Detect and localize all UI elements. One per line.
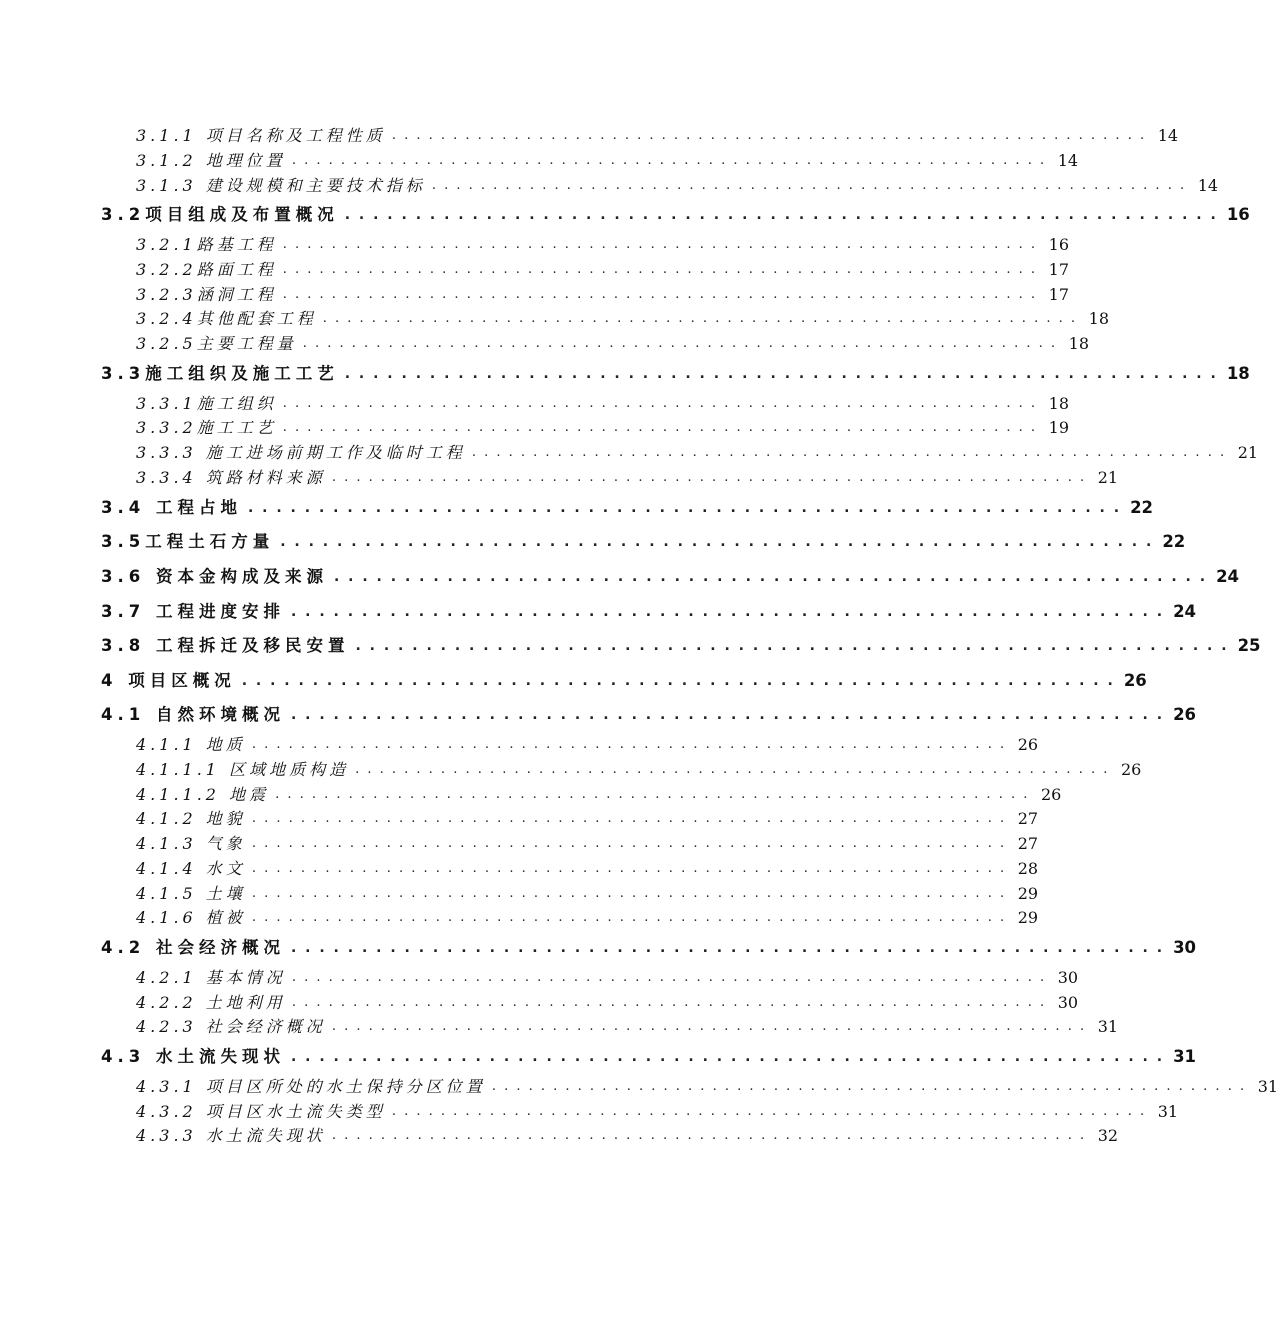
dot-leader: . . . . . . . . . . . . . . . . . . . . . . . . . . . . . . . . . . . . . . . . . . . . . . . . . . . . . . . . . . . . . . xyxy=(471,445,1227,461)
dot-leader: . . . . . . . . . . . . . . . . . . . . . . . . . . . . . . . . . . . . . . . . . . . . . . . . . . . . . . . . . . . . . . xyxy=(391,128,1147,143)
toc-entry-title: 4.1.4 水文 xyxy=(136,858,246,878)
toc-entry-title: 4.1.1.2 地震 xyxy=(136,784,270,804)
toc-entry-title: 3.4 工程占地 xyxy=(101,497,242,517)
toc-page-number: 32 xyxy=(1097,1126,1119,1146)
toc-section-entry[interactable] xyxy=(101,1040,1197,1075)
toc-entry-title: 3.3.2施工工艺 xyxy=(136,418,277,438)
dot-leader: . . . . . . . . . . . . . . . . . . . . . . . . . . . . . . . . . . . . . . . . . . . . . . . . . . . . . . . . . . . . . . xyxy=(322,311,1077,327)
toc-page-number: 18 xyxy=(1088,309,1109,329)
dot-leader: . . . . . . . . . . . . . . . . . . . . . . . . . . . . . . . . . . . . . . . . . . . . . . . . . . . . . . . . . . . . . . xyxy=(282,261,1037,277)
dot-leader: . . . . . . . . . . . . . . . . . . . . . . . . . . . . . . . . . . . . . . . . . . . . . . . . . . . . . . . . . . . . . . xyxy=(431,177,1187,193)
toc-page-number: 26 xyxy=(1173,705,1197,725)
dot-leader: . . . . . . . . . . . . . . . . . . . . . . . . . . . . . . . . . . . . . . . . . . . . . . . . . . . . . . . . . . . . . . xyxy=(290,1049,1165,1066)
dot-leader: . . . . . . . . . . . . . . . . . . . . . . . . . . . . . . . . . . . . . . . . . . . . . . . . . . . . . . . . . . . . . . xyxy=(251,811,1007,827)
toc-page-number: 21 xyxy=(1097,467,1119,487)
toc-page-number: 30 xyxy=(1057,967,1079,987)
toc-subsection-entry[interactable] xyxy=(101,258,1069,283)
toc-page-number: 18 xyxy=(1048,393,1069,413)
dot-leader: . . . . . . . . . . . . . . . . . . . . . . . . . . . . . . . . . . . . . . . . . . . . . . . . . . . . . . . . . . . . . . xyxy=(290,603,1165,620)
dot-leader: . . . . . . . . . . . . . . . . . . . . . . . . . . . . . . . . . . . . . . . . . . . . . . . . . . . . . . . . . . . . . . xyxy=(291,969,1047,985)
toc-section-entry[interactable] xyxy=(101,560,1240,595)
dot-leader: . . . . . . . . . . . . . . . . . . . . . . . . . . . . . . . . . . . . . . . . . . . . . . . . . . . . . . . . . . . . . . xyxy=(247,499,1122,516)
toc-subsection-entry[interactable] xyxy=(101,906,1039,931)
toc-page-number: 28 xyxy=(1017,858,1039,878)
toc-page-number: 31 xyxy=(1097,1017,1119,1037)
toc-subsection-entry[interactable] xyxy=(101,783,1062,808)
toc-entry-title: 4.1.1 地质 xyxy=(136,734,246,754)
dot-leader: . . . . . . . . . . . . . . . . . . . . . . . . . . . . . . . . . . . . . . . . . . . . . . . . . . . . . . . . . . . . . . xyxy=(291,152,1047,168)
toc-section-entry[interactable] xyxy=(101,357,1250,392)
toc-entry-title: 4 项目区概况 xyxy=(101,670,236,690)
toc-page-number: 22 xyxy=(1130,497,1154,517)
toc-page-number: 19 xyxy=(1048,418,1069,438)
dot-leader: . . . . . . . . . . . . . . . . . . . . . . . . . . . . . . . . . . . . . . . . . . . . . . . . . . . . . . . . . . . . . . xyxy=(331,1019,1087,1035)
dot-leader: . . . . . . . . . . . . . . . . . . . . . . . . . . . . . . . . . . . . . . . . . . . . . . . . . . . . . . . . . . . . . . xyxy=(344,365,1218,382)
dot-leader: . . . . . . . . . . . . . . . . . . . . . . . . . . . . . . . . . . . . . . . . . . . . . . . . . . . . . . . . . . . . . . xyxy=(282,420,1037,436)
toc-section-entry[interactable] xyxy=(101,629,1261,664)
toc-subsection-entry[interactable] xyxy=(101,857,1039,882)
dot-leader: . . . . . . . . . . . . . . . . . . . . . . . . . . . . . . . . . . . . . . . . . . . . . . . . . . . . . . . . . . . . . . xyxy=(282,236,1037,252)
table-of-contents xyxy=(101,124,1278,1149)
toc-entry-title: 3.5工程土石方量 xyxy=(101,532,275,552)
toc-subsection-entry[interactable] xyxy=(101,991,1079,1016)
toc-subsection-entry[interactable] xyxy=(101,966,1079,991)
toc-page-number: 18 xyxy=(1226,363,1250,383)
toc-page-number: 26 xyxy=(1017,734,1039,754)
toc-page-number: 21 xyxy=(1237,443,1259,463)
toc-entry-title: 3.3.1施工组织 xyxy=(136,393,277,413)
toc-subsection-entry[interactable] xyxy=(101,307,1109,332)
toc-subsection-entry[interactable] xyxy=(101,233,1069,258)
dot-leader: . . . . . . . . . . . . . . . . . . . . . . . . . . . . . . . . . . . . . . . . . . . . . . . . . . . . . . . . . . . . . . xyxy=(251,860,1007,876)
toc-subsection-entry[interactable] xyxy=(101,149,1079,174)
dot-leader: . . . . . . . . . . . . . . . . . . . . . . . . . . . . . . . . . . . . . . . . . . . . . . . . . . . . . . . . . . . . . . xyxy=(302,336,1057,352)
toc-subsection-entry[interactable] xyxy=(101,466,1119,491)
dot-leader: . . . . . . . . . . . . . . . . . . . . . . . . . . . . . . . . . . . . . . . . . . . . . . . . . . . . . . . . . . . . . . xyxy=(290,940,1165,957)
toc-entry-title: 3.2.5主要工程量 xyxy=(136,334,297,354)
toc-entry-title: 3.1.3 建设规模和主要技术指标 xyxy=(136,175,426,195)
toc-entry-title: 3.2.1路基工程 xyxy=(136,234,277,254)
toc-page-number: 31 xyxy=(1173,1047,1197,1067)
dot-leader: . . . . . . . . . . . . . . . . . . . . . . . . . . . . . . . . . . . . . . . . . . . . . . . . . . . . . . . . . . . . . . xyxy=(241,672,1115,689)
toc-entry-title: 4.3.3 水土流失现状 xyxy=(136,1126,326,1146)
toc-entry-title: 3.3施工组织及施工工艺 xyxy=(101,363,339,383)
toc-entry-title: 4.1 自然环境概况 xyxy=(101,705,285,725)
toc-page-number: 16 xyxy=(1226,205,1250,225)
toc-page-number: 26 xyxy=(1123,670,1147,690)
toc-subsection-entry[interactable] xyxy=(101,832,1039,857)
toc-entry-title: 4.1.2 地貌 xyxy=(136,809,246,829)
toc-section-entry[interactable] xyxy=(101,198,1250,233)
dot-leader: . . . . . . . . . . . . . . . . . . . . . . . . . . . . . . . . . . . . . . . . . . . . . . . . . . . . . . . . . . . . . . xyxy=(280,534,1154,551)
toc-subsection-entry[interactable] xyxy=(101,283,1069,308)
toc-subsection-entry[interactable] xyxy=(101,1015,1119,1040)
toc-page-number: 17 xyxy=(1048,284,1069,304)
dot-leader: . . . . . . . . . . . . . . . . . . . . . . . . . . . . . . . . . . . . . . . . . . . . . . . . . . . . . . . . . . . . . . xyxy=(251,736,1007,752)
toc-page-number: 30 xyxy=(1057,992,1079,1012)
toc-page-number: 17 xyxy=(1048,259,1069,279)
dot-leader: . . . . . . . . . . . . . . . . . . . . . . . . . . . . . . . . . . . . . . . . . . . . . . . . . . . . . . . . . . . . . . xyxy=(491,1078,1247,1094)
toc-page-number: 24 xyxy=(1216,566,1240,586)
toc-entry-title: 3.2.4其他配套工程 xyxy=(136,309,317,329)
toc-page-number: 26 xyxy=(1121,759,1142,779)
toc-entry-title: 3.2.3涵洞工程 xyxy=(136,284,277,304)
toc-entry-title: 4.2.1 基本情况 xyxy=(136,967,286,987)
dot-leader: . . . . . . . . . . . . . . . . . . . . . . . . . . . . . . . . . . . . . . . . . . . . . . . . . . . . . . . . . . . . . . xyxy=(251,836,1007,852)
toc-page-number: 24 xyxy=(1173,601,1197,621)
toc-subsection-entry[interactable] xyxy=(101,807,1039,832)
dot-leader: . . . . . . . . . . . . . . . . . . . . . . . . . . . . . . . . . . . . . . . . . . . . . . . . . . . . . . . . . . . . . . xyxy=(331,469,1087,485)
toc-entry-title: 4.2.3 社会经济概况 xyxy=(136,1017,326,1037)
toc-page-number: 31 xyxy=(1157,1101,1179,1121)
toc-entry-title: 3.1.2 地理位置 xyxy=(136,150,286,170)
toc-subsection-entry[interactable] xyxy=(101,416,1069,441)
toc-page-number: 31 xyxy=(1257,1076,1278,1096)
toc-entry-title: 4.1.6 植被 xyxy=(136,908,246,928)
toc-page-number: 30 xyxy=(1173,938,1197,958)
toc-entry-title: 4.2.2 土地利用 xyxy=(136,992,286,1012)
toc-entry-title: 4.3.2 项目区水土流失类型 xyxy=(136,1101,386,1121)
toc-page-number: 27 xyxy=(1017,809,1039,829)
toc-entry-title: 3.3.4 筑路材料来源 xyxy=(136,467,326,487)
dot-leader: . . . . . . . . . . . . . . . . . . . . . . . . . . . . . . . . . . . . . . . . . . . . . . . . . . . . . . . . . . . . . . xyxy=(291,994,1047,1010)
toc-subsection-entry[interactable] xyxy=(101,392,1069,417)
toc-page-number: 18 xyxy=(1068,334,1089,354)
toc-entry-title: 4.2 社会经济概况 xyxy=(101,938,285,958)
toc-page-number: 16 xyxy=(1048,234,1069,254)
toc-entry-title: 3.2项目组成及布置概况 xyxy=(101,205,339,225)
toc-page-number: 14 xyxy=(1057,150,1079,170)
dot-leader: . . . . . . . . . . . . . . . . . . . . . . . . . . . . . . . . . . . . . . . . . . . . . . . . . . . . . . . . . . . . . . xyxy=(331,1128,1087,1144)
toc-subsection-entry[interactable] xyxy=(101,758,1142,783)
toc-subsection-entry[interactable] xyxy=(101,733,1039,758)
toc-subsection-entry[interactable] xyxy=(101,882,1039,907)
toc-page-number: 14 xyxy=(1197,175,1219,195)
toc-entry-title: 3.6 资本金构成及来源 xyxy=(101,566,328,586)
toc-page-number: 29 xyxy=(1017,908,1039,928)
toc-entry-title: 3.2.2路面工程 xyxy=(136,259,277,279)
toc-entry-title: 4.1.3 气象 xyxy=(136,834,246,854)
dot-leader: . . . . . . . . . . . . . . . . . . . . . . . . . . . . . . . . . . . . . . . . . . . . . . . . . . . . . . . . . . . . . . xyxy=(251,910,1007,926)
toc-section-entry[interactable] xyxy=(101,491,1154,526)
toc-entry-title: 3.8 工程拆迁及移民安置 xyxy=(101,636,350,656)
toc-entry-title: 4.3 水土流失现状 xyxy=(101,1047,285,1067)
toc-section-entry[interactable] xyxy=(101,664,1147,699)
toc-section-entry[interactable] xyxy=(101,698,1197,733)
toc-page-number: 22 xyxy=(1162,532,1186,552)
toc-page-number: 25 xyxy=(1237,636,1261,656)
dot-leader: . . . . . . . . . . . . . . . . . . . . . . . . . . . . . . . . . . . . . . . . . . . . . . . . . . . . . . . . . . . . . . xyxy=(344,207,1218,224)
toc-subsection-entry[interactable] xyxy=(101,1075,1278,1100)
toc-entry-title: 3.1.1 项目名称及工程性质 xyxy=(136,126,386,145)
toc-subsection-entry[interactable] xyxy=(101,441,1259,466)
toc-section-entry[interactable] xyxy=(101,525,1186,560)
toc-page-number: 14 xyxy=(1157,126,1179,145)
dot-leader: . . . . . . . . . . . . . . . . . . . . . . . . . . . . . . . . . . . . . . . . . . . . . . . . . . . . . . . . . . . . . . xyxy=(251,885,1007,901)
toc-subsection-entry[interactable] xyxy=(101,332,1089,357)
toc-entry-title: 4.1.1.1 区域地质构造 xyxy=(136,759,350,779)
toc-entry-title: 3.3.3 施工进场前期工作及临时工程 xyxy=(136,443,466,463)
dot-leader: . . . . . . . . . . . . . . . . . . . . . . . . . . . . . . . . . . . . . . . . . . . . . . . . . . . . . . . . . . . . . . xyxy=(355,761,1110,777)
toc-page-number: 29 xyxy=(1017,883,1039,903)
dot-leader: . . . . . . . . . . . . . . . . . . . . . . . . . . . . . . . . . . . . . . . . . . . . . . . . . . . . . . . . . . . . . . xyxy=(275,786,1030,802)
toc-section-entry[interactable] xyxy=(101,595,1197,630)
toc-section-entry[interactable] xyxy=(101,931,1197,966)
toc-subsection-entry[interactable] xyxy=(101,1124,1119,1149)
toc-entry-title: 3.7 工程进度安排 xyxy=(101,601,285,621)
dot-leader: . . . . . . . . . . . . . . . . . . . . . . . . . . . . . . . . . . . . . . . . . . . . . . . . . . . . . . . . . . . . . . xyxy=(333,568,1208,585)
dot-leader: . . . . . . . . . . . . . . . . . . . . . . . . . . . . . . . . . . . . . . . . . . . . . . . . . . . . . . . . . . . . . . xyxy=(355,638,1229,655)
dot-leader: . . . . . . . . . . . . . . . . . . . . . . . . . . . . . . . . . . . . . . . . . . . . . . . . . . . . . . . . . . . . . . xyxy=(282,286,1037,302)
toc-page-number: 26 xyxy=(1041,784,1062,804)
toc-subsection-entry[interactable] xyxy=(101,1100,1179,1125)
dot-leader: . . . . . . . . . . . . . . . . . . . . . . . . . . . . . . . . . . . . . . . . . . . . . . . . . . . . . . . . . . . . . . xyxy=(282,395,1037,411)
dot-leader: . . . . . . . . . . . . . . . . . . . . . . . . . . . . . . . . . . . . . . . . . . . . . . . . . . . . . . . . . . . . . . xyxy=(391,1103,1147,1119)
toc-page-number: 27 xyxy=(1017,834,1039,854)
dot-leader: . . . . . . . . . . . . . . . . . . . . . . . . . . . . . . . . . . . . . . . . . . . . . . . . . . . . . . . . . . . . . . xyxy=(290,707,1165,724)
toc-entry-title: 4.1.5 土壤 xyxy=(136,883,246,903)
toc-subsection-entry[interactable] xyxy=(101,124,1179,149)
toc-entry-title: 4.3.1 项目区所处的水土保持分区位置 xyxy=(136,1076,486,1096)
toc-subsection-entry[interactable] xyxy=(101,174,1219,199)
